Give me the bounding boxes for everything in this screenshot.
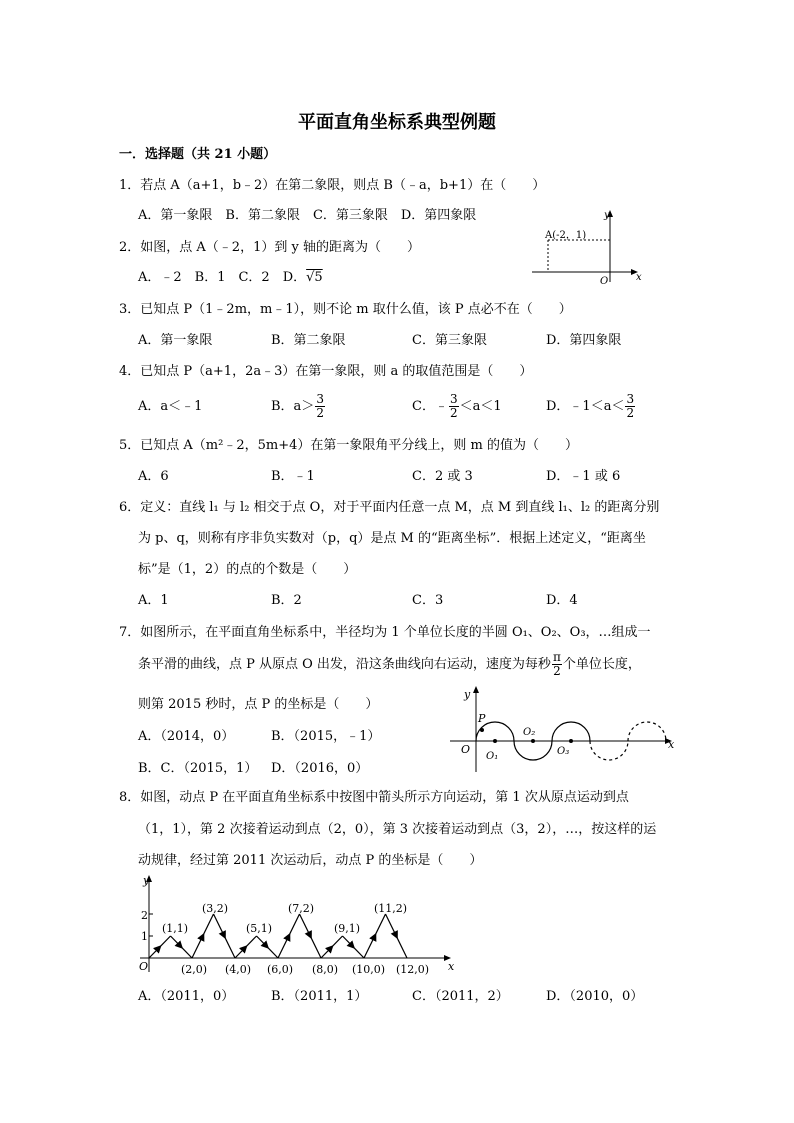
q7-label-o1: O₁ bbox=[486, 751, 499, 762]
q6-option-b: B．2 bbox=[271, 593, 302, 608]
q4-b-num: 3 bbox=[316, 392, 324, 406]
q7-y-arrow bbox=[473, 686, 479, 693]
q4-option-c-suffix: ＜a＜1 bbox=[459, 399, 502, 414]
q8-bottom-labels bbox=[181, 963, 429, 976]
q7-label-o3: O₃ bbox=[557, 746, 570, 757]
q7-point-p bbox=[480, 728, 484, 732]
q6-option-c: C．3 bbox=[412, 593, 444, 608]
q8-top-labels bbox=[162, 902, 407, 935]
q8-segment bbox=[161, 936, 171, 946]
q8-segment-arrow bbox=[235, 946, 247, 958]
q2-label-o: O bbox=[600, 276, 609, 287]
q4-option-c bbox=[412, 390, 502, 424]
q6-line2: 为 p、q，则称有序非负实数对（p，q）是点 M 的“距离坐标”．根据上述定义，“距离坐 bbox=[138, 531, 646, 546]
q5-option-c: C．2 或 3 bbox=[412, 469, 473, 484]
q8-label-5-1: (5,1) bbox=[246, 922, 273, 935]
q7-figure bbox=[446, 684, 686, 776]
q8-segment-arrow bbox=[278, 934, 290, 958]
q7-point-o3 bbox=[569, 739, 573, 743]
q7-line2-prefix: 条平滑的曲线，点 P 从原点 O 出发，沿这条曲线向右运动，速度为每秒 bbox=[138, 657, 551, 672]
q3-stem: 3．已知点 P（1﹣2m，m﹣1），则不论 m 取什么值，该 P 点必不在（ ） bbox=[119, 302, 572, 317]
q4-option-d-text: D．﹣1＜a＜ bbox=[546, 399, 625, 414]
q8-label-9-1: (9,1) bbox=[334, 922, 361, 935]
q8-segment bbox=[376, 914, 386, 934]
q7-frac-num: π bbox=[552, 650, 561, 664]
q8-segment bbox=[182, 948, 192, 958]
q8-label-6-0: (6,0) bbox=[267, 963, 294, 976]
q7-line2 bbox=[138, 648, 641, 682]
q2-label-y: y bbox=[604, 210, 610, 221]
q6-line1: 6．定义：直线 l₁ 与 l₂ 相交于点 O，对于平面内任意一点 M，点 M 到直线 l₁、l₂ 的距离分别 bbox=[119, 500, 660, 515]
q8-segment bbox=[397, 938, 407, 958]
q8-segment-arrow bbox=[214, 914, 226, 938]
q8-label-10-0: (10,0) bbox=[352, 963, 386, 976]
q7-label-p: P bbox=[478, 712, 486, 725]
q8-segment bbox=[290, 914, 300, 934]
q4-d-den: 2 bbox=[626, 406, 635, 420]
q4-b-den: 2 bbox=[316, 406, 324, 420]
q5-stem: 5．已知点 A（m²﹣2，5m+4）在第一象限角平分线上，则 m 的值为（ ） bbox=[119, 438, 578, 453]
q8-label-4-0: (4,0) bbox=[225, 963, 252, 976]
q8-segment bbox=[247, 936, 257, 946]
q3-option-d: D．第四象限 bbox=[546, 333, 622, 348]
q7-point-o1 bbox=[493, 739, 497, 743]
q4-c-den: 2 bbox=[449, 406, 458, 420]
q8-segment bbox=[354, 948, 364, 958]
q7-line1: 7．如图所示，在平面直角坐标系中，半径均为 1 个单位长度的半圆 O₁、O₂、O₃，…组成一 bbox=[119, 625, 651, 640]
q1-options: A．第一象限 B．第二象限 C．第三象限 D．第四象限 bbox=[138, 208, 477, 223]
q7-fraction bbox=[552, 651, 562, 678]
q2-figure bbox=[530, 208, 650, 288]
q6-option-a: A．1 bbox=[138, 593, 169, 608]
q2-stem: 2．如图，点 A（﹣2，1）到 y 轴的距离为（ ） bbox=[119, 240, 420, 255]
q6-option-d: D．4 bbox=[546, 593, 578, 608]
q8-option-b: B．（2011，1） bbox=[271, 989, 368, 1004]
q2-options-text: A．﹣2 B．1 C．2 D． bbox=[138, 270, 307, 285]
q3-option-c: C．第三象限 bbox=[412, 333, 487, 348]
section-heading: 一．选择题（共 21 小题） bbox=[119, 147, 277, 162]
q6-line3: 标”是（1，2）的点的个数是（ ） bbox=[138, 562, 357, 577]
q1-stem: 1．若点 A（a+1，b﹣2）在第二象限，则点 B（﹣a，b+1）在（ ） bbox=[119, 178, 546, 193]
q7-label-o2: O₂ bbox=[523, 727, 536, 738]
q7-semicircle-4 bbox=[590, 741, 628, 760]
q8-label-7-2: (7,2) bbox=[288, 902, 315, 915]
q8-option-c: C．（2011，2） bbox=[412, 989, 509, 1004]
q8-segment-arrow bbox=[171, 936, 183, 948]
q8-segment-arrow bbox=[386, 914, 398, 938]
q7-semicircle-5 bbox=[628, 722, 666, 741]
q8-line2: （1，1），第 2 次接着运动到点（2，0），第 3 次接着运动到点（3，2），…，按这样的运 bbox=[138, 822, 657, 837]
q8-label-x: x bbox=[448, 960, 455, 973]
q8-label-8-0: (8,0) bbox=[312, 963, 339, 976]
q8-segment-arrow bbox=[149, 946, 161, 958]
q4-c-num: 3 bbox=[449, 392, 458, 406]
q8-line1: 8．如图，动点 P 在平面直角坐标系中按图中箭头所示方向运动，第 1 次从原点运动到点 bbox=[119, 790, 629, 805]
q8-segment-arrow bbox=[321, 946, 333, 958]
q8-segment bbox=[225, 938, 235, 958]
q2-label-a: A(-2，1) bbox=[545, 230, 587, 241]
q4-option-b-text: B．a＞ bbox=[271, 399, 315, 414]
q8-label-y: y bbox=[143, 874, 150, 887]
q5-option-a: A．6 bbox=[138, 469, 169, 484]
q8-label-tick1: 1 bbox=[141, 930, 148, 943]
q8-segment-arrow bbox=[192, 934, 204, 958]
q7-semicircle-2 bbox=[514, 741, 552, 760]
q7-line2-suffix: 个单位长度， bbox=[562, 657, 641, 672]
q8-segment-arrow bbox=[300, 914, 312, 938]
q4-d-num: 3 bbox=[626, 392, 635, 406]
q8-label-3-2: (3,2) bbox=[202, 902, 229, 915]
q8-segment bbox=[268, 948, 278, 958]
q7-option-a: A．（2014，0） bbox=[138, 729, 235, 744]
q4-option-b bbox=[271, 390, 326, 424]
q7-option-d: D．（2016，0） bbox=[271, 761, 369, 776]
q8-figure bbox=[136, 872, 466, 982]
q3-option-a: A．第一象限 bbox=[138, 333, 213, 348]
q7-label-o: O bbox=[461, 743, 471, 756]
q7-line3: 则第 2015 秒时，点 P 的坐标是（ ） bbox=[138, 697, 379, 712]
q7-label-y: y bbox=[464, 688, 471, 701]
q8-label-o: O bbox=[139, 960, 149, 973]
q3-option-b: B．第二象限 bbox=[271, 333, 346, 348]
q2-option-d-sqrt: √5 bbox=[306, 270, 323, 285]
q8-label-1-1: (1,1) bbox=[162, 922, 189, 935]
q8-segment bbox=[333, 936, 343, 946]
q7-option-b: B．（2015，﹣1） bbox=[271, 729, 381, 744]
q4-option-a: A．a＜﹣1 bbox=[138, 399, 203, 414]
q4-b-fraction bbox=[315, 393, 325, 420]
q4-c-fraction bbox=[449, 393, 459, 420]
q4-stem: 4．已知点 P（a+1，2a﹣3）在第一象限，则 a 的取值范围是（ ） bbox=[119, 364, 533, 379]
q7-option-c: B．C．（2015，1） bbox=[138, 761, 258, 776]
q8-segment-arrow bbox=[257, 936, 269, 948]
q8-zigzag-path bbox=[149, 914, 407, 958]
q8-label-tick2: 2 bbox=[141, 909, 148, 922]
q2-options bbox=[138, 270, 323, 286]
q4-option-d bbox=[546, 390, 636, 424]
q5-option-b: B．﹣1 bbox=[271, 469, 315, 484]
q8-line3: 动规律，经过第 2011 次运动后，动点 P 的坐标是（ ） bbox=[138, 853, 483, 868]
q5-option-d: D．﹣1 或 6 bbox=[546, 469, 621, 484]
q8-label-12-0: (12,0) bbox=[396, 963, 430, 976]
q8-label-2-0: (2,0) bbox=[181, 963, 208, 976]
q8-label-11-2: (11,2) bbox=[374, 902, 408, 915]
q7-point-o2 bbox=[531, 739, 535, 743]
q8-option-a: A．（2011，0） bbox=[138, 989, 235, 1004]
q8-segment-arrow bbox=[364, 934, 376, 958]
q7-label-x: x bbox=[668, 738, 675, 751]
q4-d-fraction bbox=[625, 393, 635, 420]
q8-segment bbox=[204, 914, 214, 934]
q2-label-x: x bbox=[636, 272, 642, 283]
page-title: 平面直角坐标系典型例题 bbox=[298, 112, 496, 133]
q7-semicircle-3 bbox=[552, 722, 590, 741]
q8-option-d: D．（2010，0） bbox=[546, 989, 644, 1004]
q8-segment bbox=[311, 938, 321, 958]
q8-segment-arrow bbox=[343, 936, 355, 948]
q7-frac-den: 2 bbox=[553, 664, 561, 678]
q4-option-c-prefix: C．﹣ bbox=[412, 399, 448, 414]
